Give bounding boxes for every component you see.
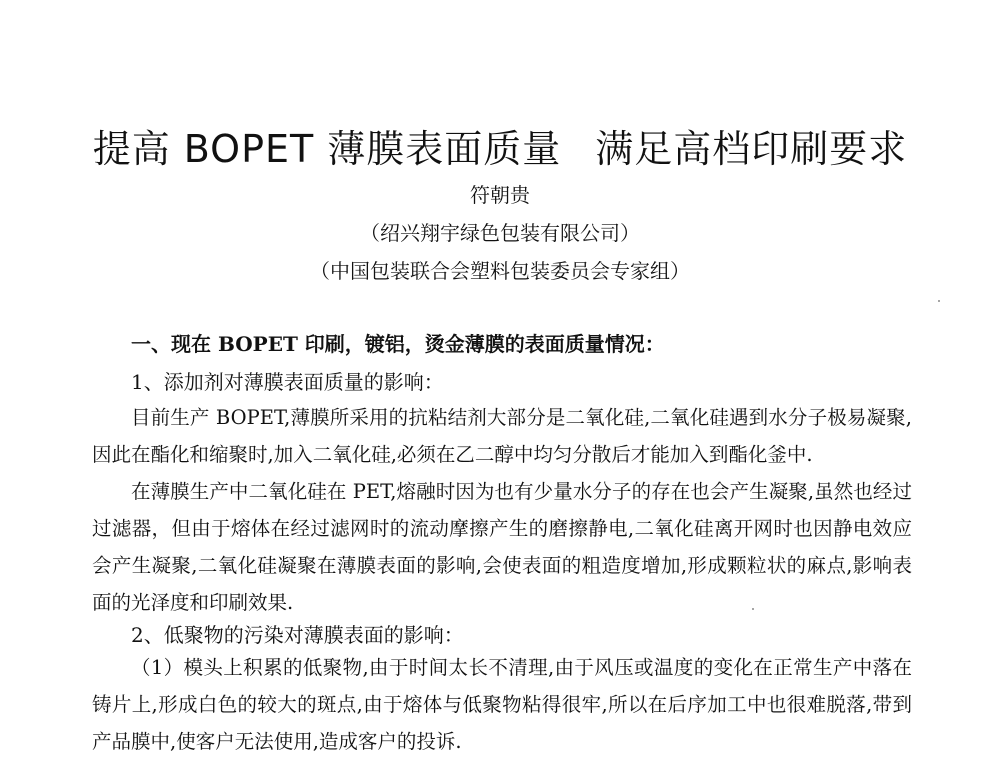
subsection-1-paragraph-2: 在薄膜生产中二氧化硅在 PET,熔融时因为也有少量水分子的存在也会产生凝聚,虽然也经过过滤器，但由于熔体在经过滤网时的流动摩擦产生的磨擦静电,二氧化硅离开网时也因静电效应会产生凝聚,二氧化硅凝聚在薄膜表面的影响,会使表面的粗造度增加,形成颗粒状的麻点,影响表面的光泽度和印刷效果. xyxy=(92,480,912,614)
scan-speck xyxy=(938,300,940,302)
subsection-2-paragraph-1: （1）模头上积累的低聚物,由于时间太长不清理,由于风压或温度的变化在正常生产中落在铸片上,形成白色的较大的斑点,由于熔体与低聚物粘得很牢,所以在后序加工中也很难脱落,带到产品膜中,使客户无法使用,造成客户的投诉. xyxy=(92,656,912,753)
author-affiliation-committee: （中国包装联合会塑料包装委员会专家组） xyxy=(310,259,690,283)
author-name: 符朝贵 xyxy=(470,183,530,207)
section-1-heading: 一、现在 BOPET 印刷，镀铝，烫金薄膜的表面质量情况： xyxy=(131,332,665,356)
title-main: 提高 BOPET 薄膜表面质量 xyxy=(92,127,562,171)
title-sub: 满足高档印刷要求 xyxy=(595,127,908,171)
subsection-2-heading: 2、低聚物的污染对薄膜表面的影响： xyxy=(131,623,464,647)
subsection-1-heading: 1、添加剂对薄膜表面质量的影响： xyxy=(131,370,444,394)
subsection-1-paragraph-1: 目前生产 BOPET,薄膜所采用的抗粘结剂大部分是二氧化硅,二氧化硅遇到水分子极易凝聚,因此在酯化和缩聚时,加入二氧化硅,必须在乙二醇中均匀分散后才能加入到酯化釜中. xyxy=(92,406,912,466)
scan-speck xyxy=(752,608,754,610)
article-title xyxy=(0,124,1000,174)
author-affiliation-company: （绍兴翔宇绿色包装有限公司） xyxy=(360,221,640,245)
